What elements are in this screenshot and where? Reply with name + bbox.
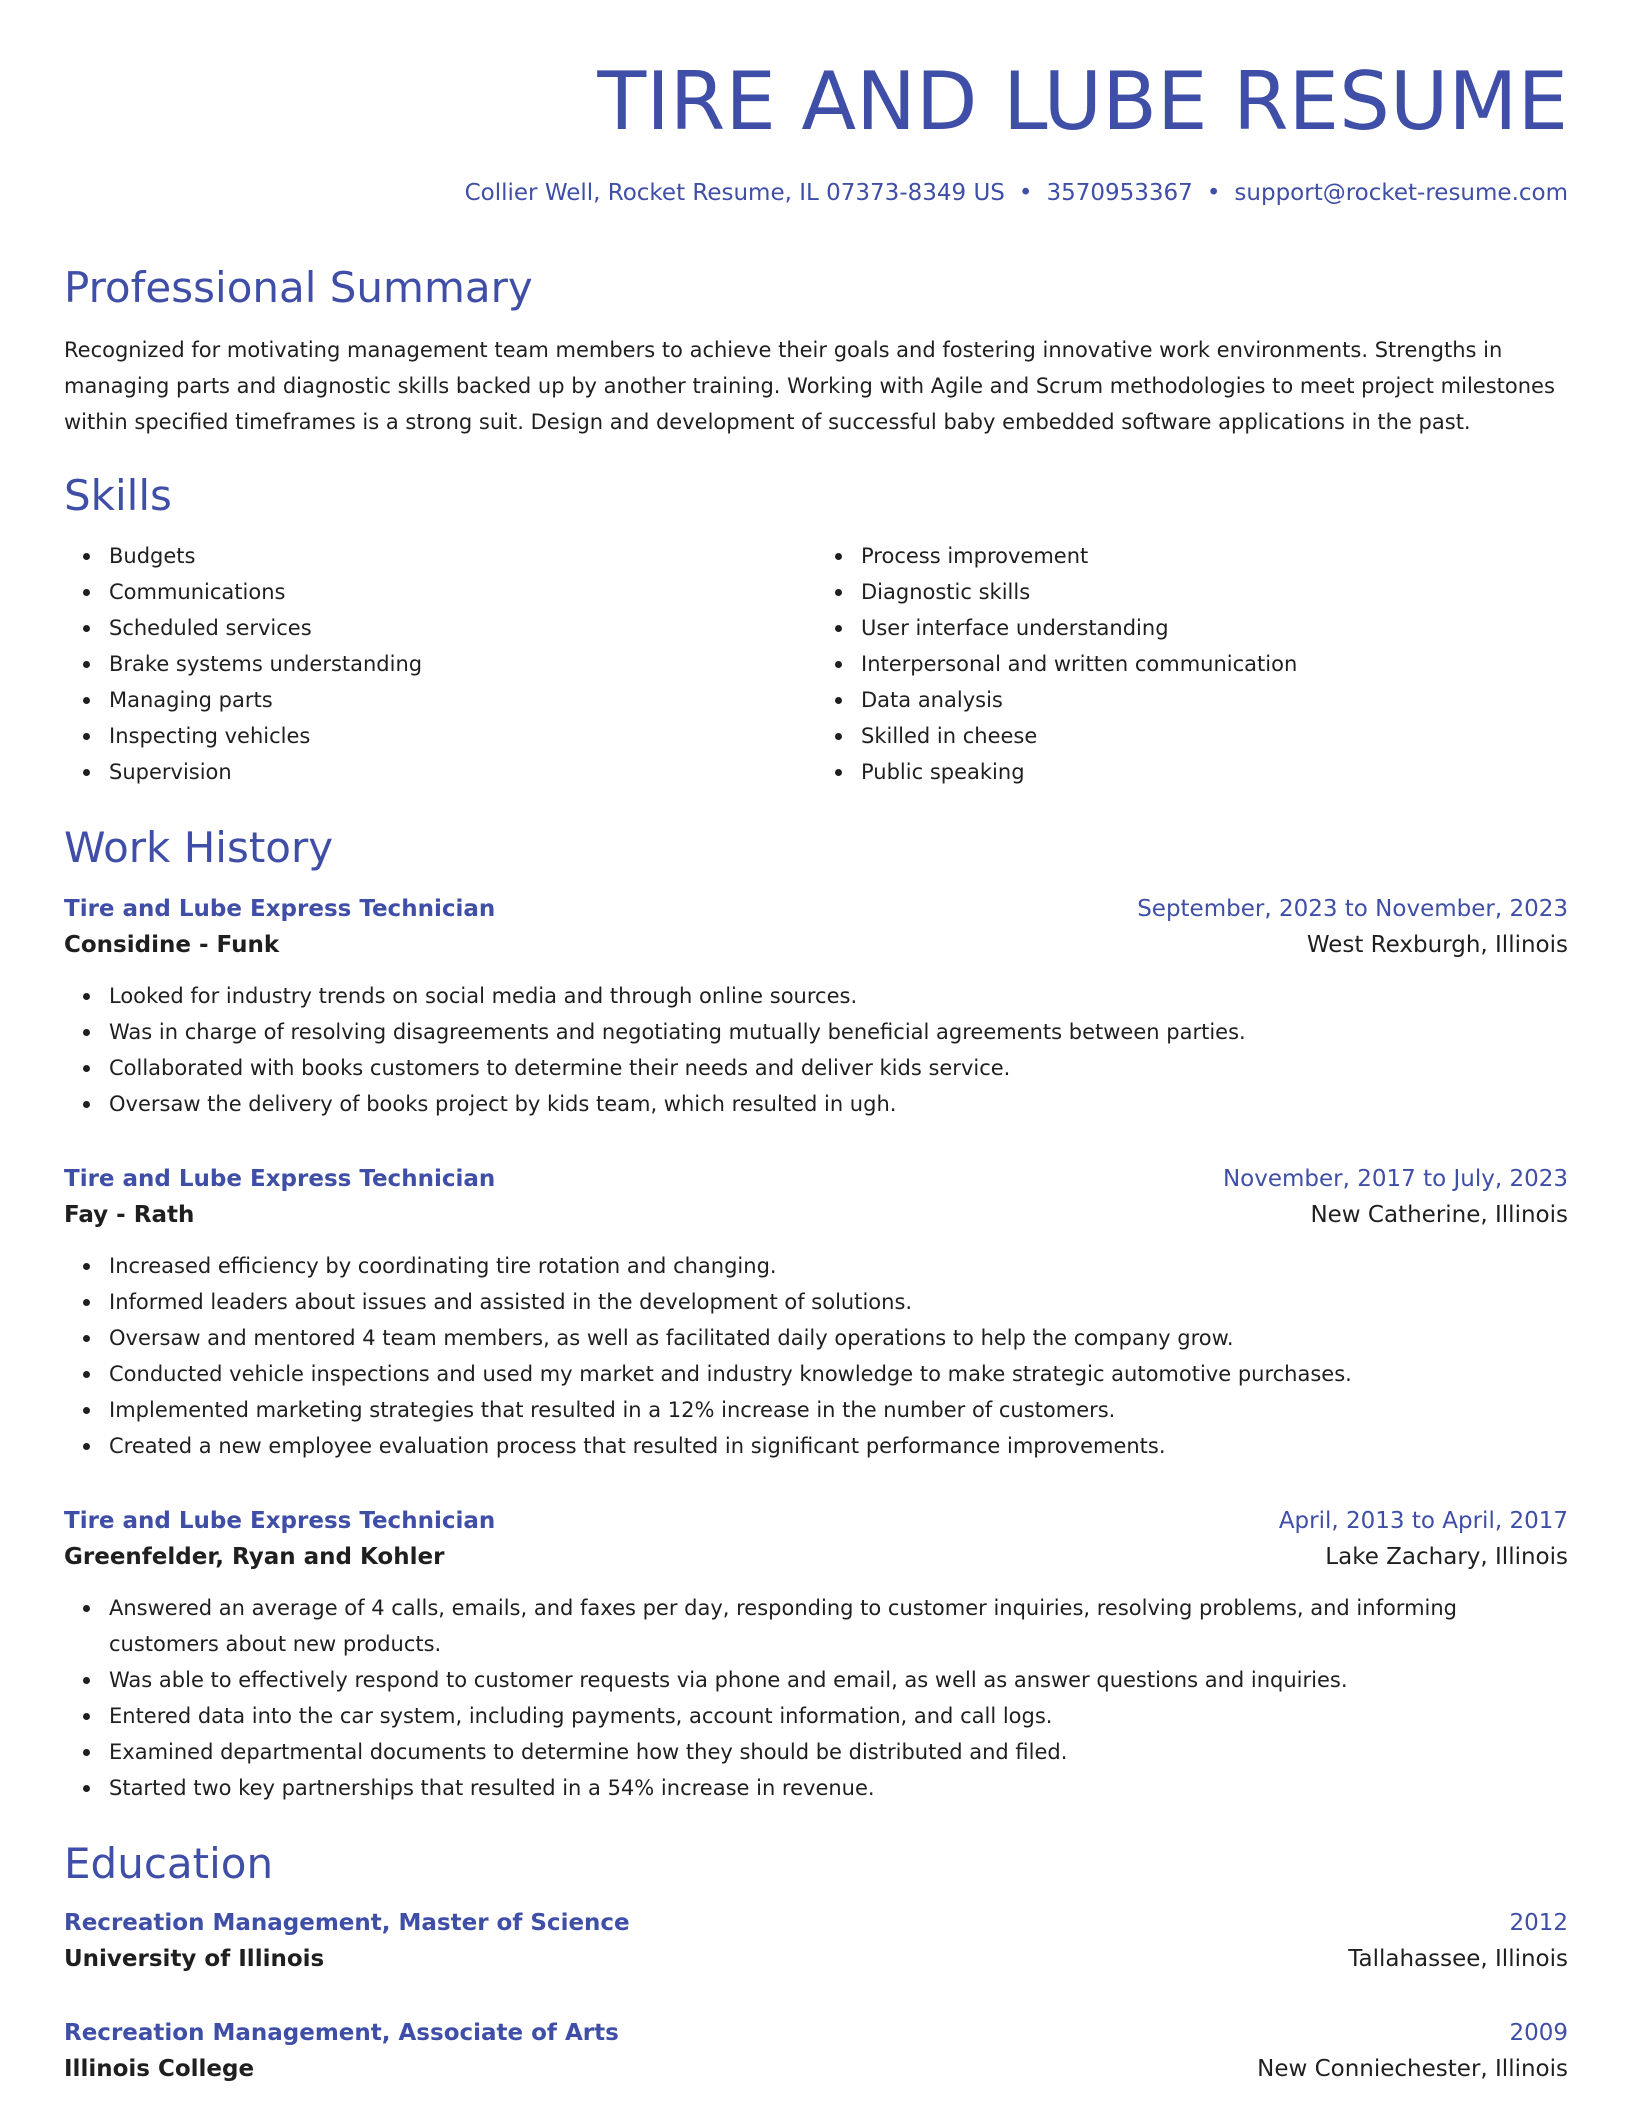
skills-section [64, 470, 1568, 790]
work-history-section [64, 822, 1568, 1800]
job-subheader-row [64, 1538, 1568, 1576]
education-school: Illinois College [64, 2056, 255, 2082]
skill-item: Inspecting vehicles [109, 718, 816, 754]
job-bullet: Was in charge of resolving disagreements and negotiating mutually beneficial agreements between parties. [109, 1014, 1568, 1050]
job-bullet: Oversaw the delivery of books project by kids team, which resulted in ugh. [109, 1086, 1568, 1122]
skill-item: User interface understanding [861, 610, 1568, 646]
skill-item: Supervision [109, 754, 816, 790]
job-title: Tire and Lube Express Technician [64, 1166, 496, 1192]
education-entry [64, 1906, 1568, 1978]
job-dates: September, 2023 to November, 2023 [1137, 896, 1568, 922]
job-dates: November, 2017 to July, 2023 [1222, 1166, 1568, 1192]
section-title-summary: Professional Summary [64, 263, 533, 312]
section-title-education: Education [64, 1839, 274, 1888]
job-location: Lake Zachary, Illinois [1325, 1544, 1568, 1570]
job-company: Fay - Rath [64, 1202, 195, 1228]
skill-item: Public speaking [861, 754, 1568, 790]
job-bullet: Collaborated with books customers to determine their needs and deliver kids service. [109, 1050, 1568, 1086]
contact-line [64, 178, 1568, 208]
job-dates: April, 2013 to April, 2017 [1278, 1508, 1568, 1534]
education-subheader-row [64, 1940, 1568, 1978]
education-entry [64, 2016, 1568, 2088]
skill-item: Managing parts [109, 682, 816, 718]
job-bullet: Created a new employee evaluation process that resulted in significant performance improvements. [109, 1428, 1568, 1464]
contact-separator: • [1206, 180, 1221, 206]
job-bullet: Was able to effectively respond to customer requests via phone and email, as well as answer questions and inquiries. [109, 1662, 1568, 1698]
job-location: West Rexburgh, Illinois [1306, 932, 1568, 958]
section-title-skills: Skills [64, 471, 172, 520]
skills-list-right [816, 538, 1568, 790]
job-location: New Catherine, Illinois [1310, 1202, 1568, 1228]
education-year: 2009 [1509, 2020, 1568, 2046]
job-entry [64, 1504, 1568, 1806]
job-bullets [64, 1590, 1568, 1806]
job-entry [64, 892, 1568, 1122]
education-school: University of Illinois [64, 1946, 325, 1972]
education-degree: Recreation Management, Associate of Arts [64, 2020, 619, 2046]
job-bullet: Entered data into the car system, including payments, account information, and call logs. [109, 1698, 1568, 1734]
skill-item: Data analysis [861, 682, 1568, 718]
contact-separator: • [1018, 180, 1033, 206]
skills-columns [64, 538, 1568, 790]
job-bullet: Started two key partnerships that resulted in a 54% increase in revenue. [109, 1770, 1568, 1806]
job-company: Considine - Funk [64, 932, 280, 958]
job-entry [64, 1162, 1568, 1464]
skill-item: Skilled in cheese [861, 718, 1568, 754]
job-header-row [64, 1504, 1568, 1538]
skills-list-left [64, 538, 816, 790]
job-header-row [64, 1162, 1568, 1196]
skill-item: Communications [109, 574, 816, 610]
resume-title: TIRE AND LUBE RESUME [597, 55, 1568, 148]
job-bullets [64, 1248, 1568, 1464]
section-title-work-history: Work History [64, 823, 334, 872]
job-bullet: Answered an average of 4 calls, emails, and faxes per day, responding to customer inquiries, resolving problems, and informing customers about new products. [109, 1590, 1568, 1662]
summary-text: Recognized for motivating management team members to achieve their goals and fostering innovative work environments. Strengths in managing parts and diagnostic skills backed up by another training. Working with Agile and Scrum methodologies to meet project milestones within specified timeframes is a strong suit. Design and development of successful baby embedded software applications in the past. [64, 338, 1555, 434]
resume-page [64, 0, 1568, 2082]
education-location: New Conniechester, Illinois [1257, 2056, 1568, 2082]
job-bullet: Conducted vehicle inspections and used my market and industry knowledge to make strategic automotive purchases. [109, 1356, 1568, 1392]
contact-email[interactable]: support@rocket-resume.com [1234, 180, 1568, 206]
job-bullets [64, 978, 1568, 1122]
job-subheader-row [64, 926, 1568, 964]
job-subheader-row [64, 1196, 1568, 1234]
education-header-row [64, 1906, 1568, 1940]
skill-item: Interpersonal and written communication [861, 646, 1568, 682]
professional-summary-section [64, 262, 1568, 440]
education-header-row [64, 2016, 1568, 2050]
job-bullet: Oversaw and mentored 4 team members, as well as facilitated daily operations to help the company grow. [109, 1320, 1568, 1356]
education-location: Tallahassee, Illinois [1348, 1946, 1568, 1972]
job-company: Greenfelder, Ryan and Kohler [64, 1544, 445, 1570]
job-bullet: Implemented marketing strategies that resulted in a 12% increase in the number of customers. [109, 1392, 1568, 1428]
skill-item: Diagnostic skills [861, 574, 1568, 610]
job-title: Tire and Lube Express Technician [64, 896, 496, 922]
job-bullet: Informed leaders about issues and assisted in the development of solutions. [109, 1284, 1568, 1320]
contact-address: Collier Well, Rocket Resume, IL 07373-8349 US [464, 180, 1005, 206]
education-degree: Recreation Management, Master of Science [64, 1910, 630, 1936]
job-title: Tire and Lube Express Technician [64, 1508, 496, 1534]
job-bullet: Increased efficiency by coordinating tire rotation and changing. [109, 1248, 1568, 1284]
skill-item: Budgets [109, 538, 816, 574]
skill-item: Brake systems understanding [109, 646, 816, 682]
education-section [64, 1838, 1568, 2082]
skill-item: Scheduled services [109, 610, 816, 646]
education-year: 2012 [1509, 1910, 1568, 1936]
job-header-row [64, 892, 1568, 926]
job-bullet: Looked for industry trends on social media and through online sources. [109, 978, 1568, 1014]
job-bullet: Examined departmental documents to determine how they should be distributed and filed. [109, 1734, 1568, 1770]
skill-item: Process improvement [861, 538, 1568, 574]
contact-phone: 3570953367 [1046, 180, 1193, 206]
education-subheader-row [64, 2050, 1568, 2088]
